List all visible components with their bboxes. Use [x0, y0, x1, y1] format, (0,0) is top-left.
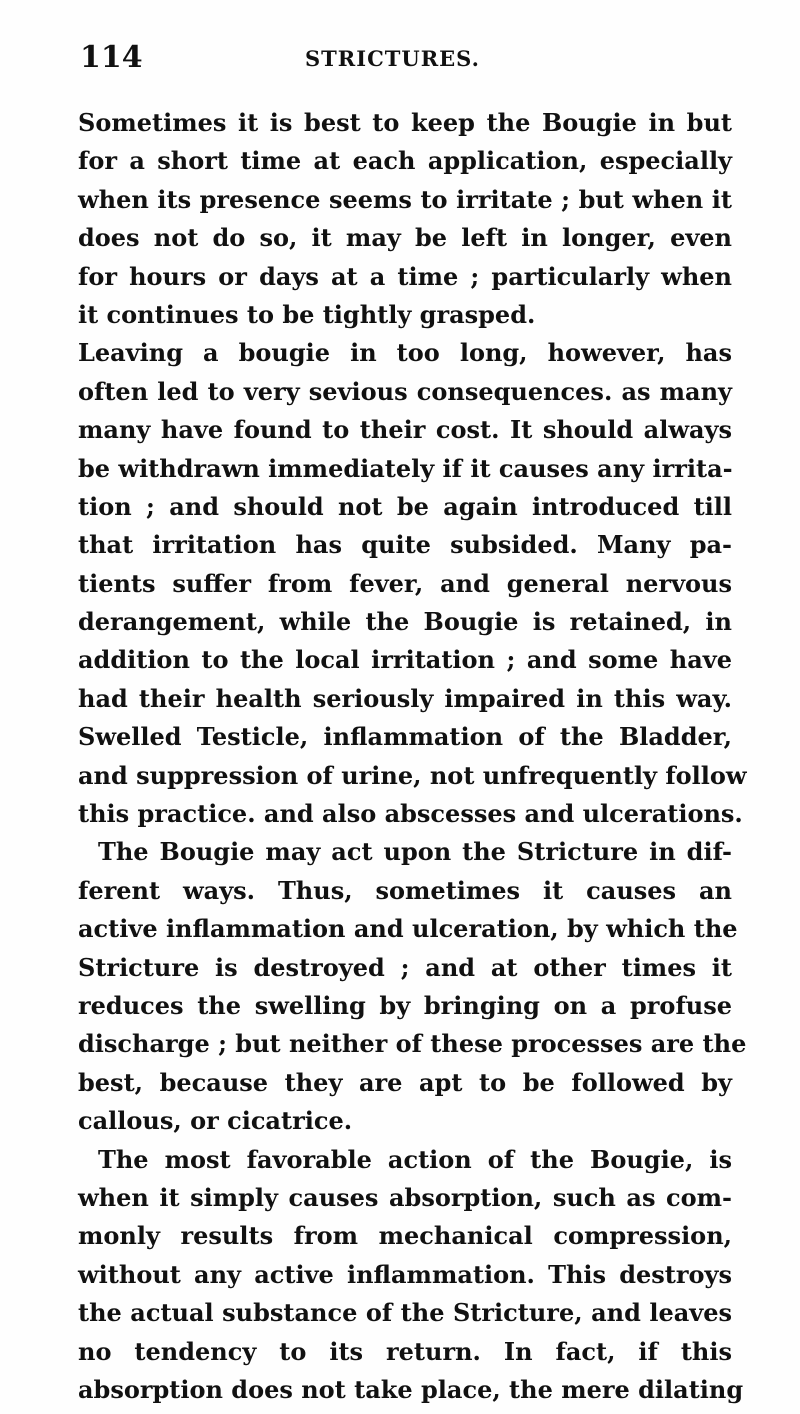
text-line: no tendency to its return. In fact, if this [78, 1336, 732, 1366]
text-line: without any active inflammation. This destroys [78, 1259, 732, 1289]
text-line: this practice. and also abscesses and ulcerations. [78, 799, 743, 829]
running-title: STRICTURES. [305, 46, 480, 71]
text-line: callous, or cicatrice. [78, 1106, 353, 1136]
text-line: when its presence seems to irritate ; but when it [78, 184, 732, 214]
text-line: addition to the local irritation ; and some have [78, 645, 732, 675]
text-line: active inflammation and ulceration, by which the [78, 914, 738, 944]
text-line: Swelled Testicle, inflammation of the Bladder, [78, 722, 732, 752]
text-line: discharge ; but neither of these processes are the [78, 1029, 747, 1059]
text-line: reduces the swelling by bringing on a profuse [78, 990, 732, 1020]
page-number: 114 [80, 40, 143, 75]
text-line: The Bougie may act upon the Stricture in dif- [98, 837, 732, 867]
text-line: Stricture is destroyed ; and at other times it [78, 952, 732, 982]
text-line: The most favorable action of the Bougie, is [98, 1144, 732, 1174]
text-line: and suppression of urine, not unfrequently follow [78, 760, 747, 790]
text-line: does not do so, it may be left in longer, even [78, 223, 732, 253]
text-line: Leaving a bougie in too long, however, has [78, 338, 732, 368]
body-text [78, 104, 747, 1409]
text-line: Sometimes it is best to keep the Bougie in but [78, 108, 732, 137]
text-line: ferent ways. Thus, sometimes it causes an [78, 875, 732, 905]
text-line: had their health seriously impaired in this way. [78, 683, 732, 713]
text-line: it continues to be tightly grasped. [78, 299, 536, 329]
text-line: monly results from mechanical compression, [78, 1221, 732, 1251]
text-line: be withdrawn immediately if it causes any irrita- [78, 453, 733, 483]
text-line: tion ; and should not be again introduced till [78, 491, 732, 521]
text-line: when it simply causes absorption, such as com- [78, 1182, 732, 1212]
text-line: the actual substance of the Stricture, and leaves [78, 1298, 732, 1328]
text-line: absorption does not take place, the mere dilating [78, 1374, 744, 1404]
text-line: that irritation has quite subsided. Many pa- [78, 530, 732, 560]
text-line: best, because they are apt to be followed by [78, 1067, 732, 1097]
running-head [80, 38, 720, 78]
text-line: for a short time at each application, especially [78, 146, 732, 176]
text-line: often led to very sevious consequences. as many [78, 376, 732, 406]
text-line: for hours or days at a time ; particularly when [78, 261, 732, 291]
text-line: derangement, while the Bougie is retained, in [78, 607, 732, 637]
text-line: tients suffer from fever, and general nervous [78, 568, 732, 598]
text-line: many have found to their cost. It should always [78, 415, 732, 445]
